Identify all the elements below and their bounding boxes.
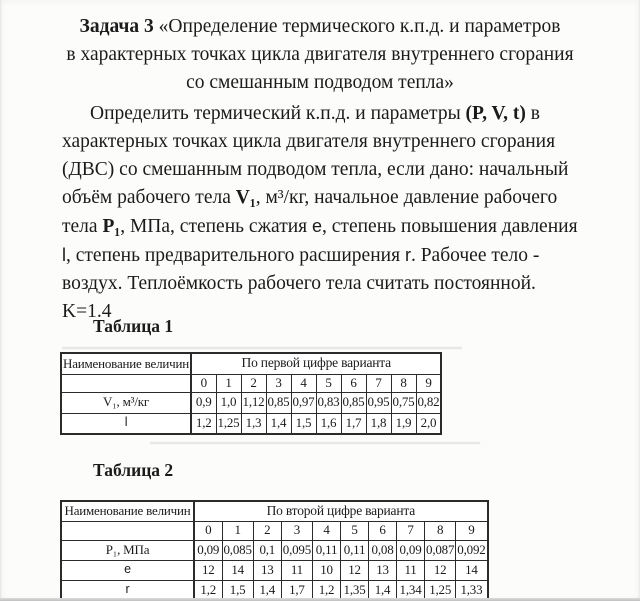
row-label: V₁, м³/кг	[61, 392, 191, 413]
value-cell: 1,5	[222, 580, 253, 600]
value-cell: 1,3	[241, 413, 266, 434]
row-label: l	[61, 413, 191, 434]
digit-header: 0	[191, 374, 216, 392]
symbol-r: r	[404, 245, 411, 265]
digit-header: 7	[366, 374, 391, 392]
symbol-e: е	[312, 216, 323, 236]
digit-header: 6	[341, 374, 366, 392]
value-cell: 12	[341, 560, 369, 580]
row-label: r	[61, 580, 194, 600]
empty-cell	[61, 374, 191, 392]
empty-cell	[61, 521, 194, 540]
value-cell: 10	[313, 560, 341, 580]
digit-header: 1	[222, 521, 253, 540]
photo-edge-left	[0, 0, 2, 601]
value-cell: 1,4	[253, 580, 281, 600]
digit-header: 9	[416, 374, 441, 392]
table-2-caption: Таблица 2	[93, 460, 174, 480]
digit-header: 6	[369, 521, 397, 540]
digit-header: 3	[281, 521, 312, 540]
digit-header: 8	[425, 521, 456, 540]
value-cell: 0,08	[369, 540, 397, 560]
column-header-variant: По второй цифре варианта	[194, 501, 488, 521]
value-cell: 0,09	[397, 540, 425, 560]
value-cell: 0,9	[191, 392, 216, 413]
value-cell: 1,4	[266, 413, 291, 434]
value-cell: 1,12	[241, 392, 266, 413]
digit-header: 0	[194, 521, 222, 540]
digit-header: 3	[266, 374, 291, 392]
value-cell: 12	[425, 560, 456, 580]
problem-title	[10, 13, 630, 97]
value-cell: 0,092	[456, 540, 488, 560]
column-header-name: Наименование величин	[61, 501, 194, 521]
value-cell: 0,11	[341, 540, 369, 560]
value-cell: 1,7	[281, 580, 312, 600]
value-cell: 11	[397, 560, 425, 580]
value-cell: 0,087	[425, 540, 456, 560]
value-cell: 1,6	[316, 413, 341, 434]
photo-artifact-line	[62, 347, 462, 349]
title-line-2: в характерных точках цикла двигателя внутреннего сгорания	[66, 44, 574, 65]
statement-line-4: объём рабочего тела V₁, м³/кг, начальное давление рабочего	[62, 187, 558, 208]
value-cell: 1,2	[191, 413, 216, 434]
digit-header: 5	[316, 374, 341, 392]
title-line-1: Задача 3 «Определение термического к.п.д. и параметров	[79, 16, 561, 37]
value-cell: 0,11	[313, 540, 341, 560]
problem-statement	[62, 100, 622, 326]
statement-line-1: Определить термический к.п.д. и параметры (P, V, t) в	[90, 103, 540, 124]
digit-header: 2	[253, 521, 281, 540]
value-cell: 14	[456, 560, 488, 580]
statement-line-7: воздух. Теплоёмкость рабочего тела считать постоянной.	[62, 273, 536, 294]
statement-line-2: характерных точках цикла двигателя внутреннего сгорания	[62, 131, 556, 152]
value-cell: 13	[369, 560, 397, 580]
value-cell: 1,35	[341, 580, 369, 600]
title-problem-number: Задача 3	[79, 16, 154, 37]
value-cell: 0,095	[281, 540, 312, 560]
value-cell: 1,5	[291, 413, 316, 434]
value-cell: 0,97	[291, 392, 316, 413]
value-cell: 1,8	[366, 413, 391, 434]
symbol-l: l	[62, 245, 66, 265]
digit-header: 8	[391, 374, 416, 392]
digit-header: 7	[397, 521, 425, 540]
value-cell: 1,34	[397, 580, 425, 600]
digit-header: 1	[216, 374, 241, 392]
value-cell: 1,33	[456, 580, 488, 600]
column-header-name: Наименование величин	[61, 353, 191, 374]
value-cell: 2,0	[416, 413, 441, 434]
value-cell: 0,85	[266, 392, 291, 413]
value-cell: 0,09	[194, 540, 222, 560]
title-line-3: со смешанным подводом тепла»	[186, 72, 454, 93]
value-cell: 0,83	[316, 392, 341, 413]
value-cell: 1,4	[369, 580, 397, 600]
value-cell: 13	[253, 560, 281, 580]
digit-header: 4	[313, 521, 341, 540]
value-cell: 1,25	[425, 580, 456, 600]
statement-line-5: тела P₁, МПа, степень сжатия е, степень повышения давления	[62, 216, 578, 237]
value-cell: 0,82	[416, 392, 441, 413]
value-cell: 1,2	[313, 580, 341, 600]
column-header-variant: По первой цифре варианта	[191, 353, 441, 374]
value-cell: 1,0	[216, 392, 241, 413]
digit-header: 9	[456, 521, 488, 540]
value-cell: 0,085	[222, 540, 253, 560]
value-cell: 1,2	[194, 580, 222, 600]
value-cell: 14	[222, 560, 253, 580]
value-cell: 11	[281, 560, 312, 580]
digit-header: 2	[241, 374, 266, 392]
statement-line-8: K=1.4	[62, 301, 112, 322]
statement-line-3: (ДВС) со смешанным подводом тепла, если дано: начальный	[62, 159, 569, 180]
photo-artifact-line	[150, 442, 480, 444]
value-cell: 12	[194, 560, 222, 580]
value-cell: 0,85	[341, 392, 366, 413]
row-label: е	[61, 560, 194, 580]
digit-header: 5	[341, 521, 369, 540]
table-2-variants	[60, 500, 489, 601]
value-cell: 1,25	[216, 413, 241, 434]
value-cell: 0,95	[366, 392, 391, 413]
value-cell: 0,1	[253, 540, 281, 560]
table-1-variants	[60, 352, 442, 435]
table-1-caption: Таблица 1	[93, 316, 174, 336]
value-cell: 0,75	[391, 392, 416, 413]
statement-line-6: l, степень предварительного расширения r. Рабочее тело -	[62, 245, 540, 266]
digit-header: 4	[291, 374, 316, 392]
value-cell: 1,7	[341, 413, 366, 434]
value-cell: 1,9	[391, 413, 416, 434]
row-label: P₁, МПа	[61, 540, 194, 560]
